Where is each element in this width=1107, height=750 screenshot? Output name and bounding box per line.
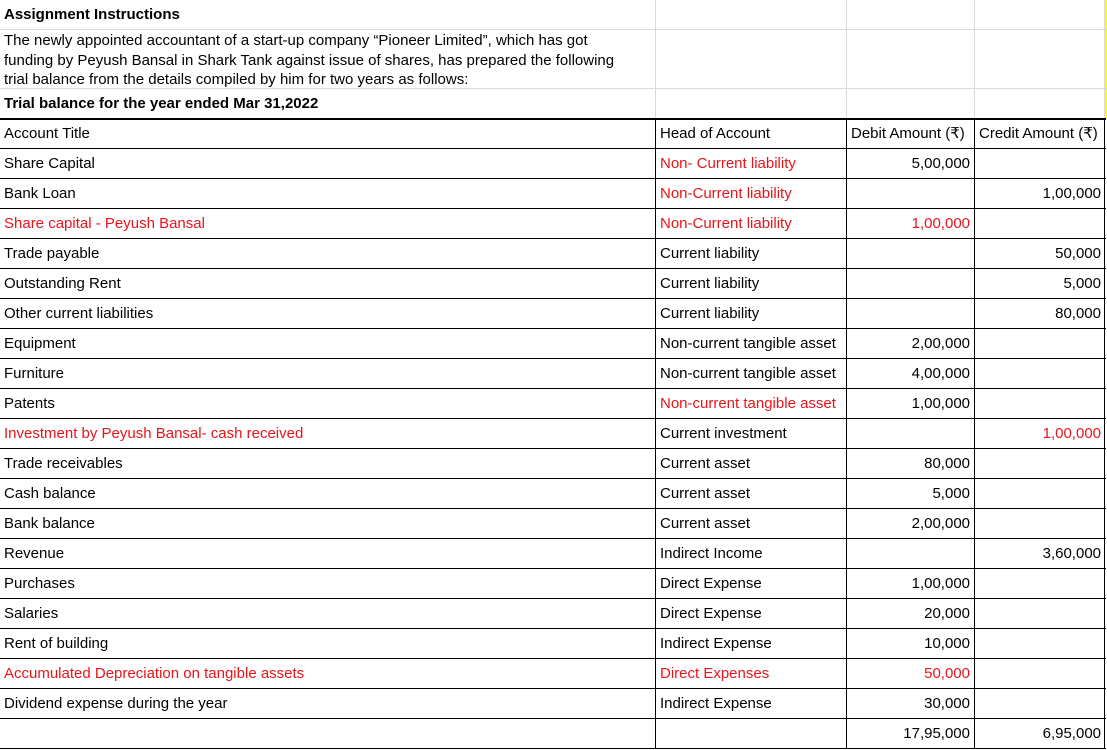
credit-amount-cell[interactable]: 50,000 bbox=[1055, 245, 1101, 262]
head-of-account-cell[interactable]: Direct Expenses bbox=[660, 665, 770, 682]
head-of-account-cell[interactable]: Current investment bbox=[660, 425, 787, 442]
cell-border bbox=[1104, 118, 1105, 749]
credit-amount-cell[interactable] bbox=[975, 689, 1105, 719]
account-title-cell[interactable]: Bank Loan bbox=[4, 185, 76, 202]
gridline bbox=[974, 0, 975, 118]
head-of-account-cell[interactable]: Current asset bbox=[660, 485, 751, 502]
account-title-cell[interactable]: Share capital - Peyush Bansal bbox=[4, 215, 205, 232]
total-debit[interactable]: 17,95,000 bbox=[903, 725, 970, 742]
credit-amount-cell[interactable]: 5,000 bbox=[1063, 275, 1101, 292]
account-title-cell[interactable]: Accumulated Depreciation on tangible assets bbox=[4, 665, 305, 682]
assignment-title[interactable]: Assignment Instructions bbox=[4, 6, 180, 23]
debit-amount-cell[interactable]: 1,00,000 bbox=[911, 395, 970, 412]
cell-border bbox=[0, 358, 1106, 359]
account-title-cell[interactable]: Revenue bbox=[4, 545, 65, 562]
paragraph-line: funding by Peyush Bansal in Shark Tank against issue of shares, has prepared the following bbox=[4, 51, 615, 69]
credit-amount-cell[interactable] bbox=[975, 149, 1105, 179]
account-title-cell[interactable]: Cash balance bbox=[4, 485, 96, 502]
credit-amount-cell[interactable] bbox=[975, 389, 1105, 419]
gridline bbox=[0, 88, 1107, 89]
credit-amount-cell[interactable] bbox=[975, 329, 1105, 359]
head-of-account-cell[interactable]: Non-current tangible asset bbox=[660, 395, 836, 412]
cell-border bbox=[974, 118, 975, 749]
credit-amount-cell[interactable]: 3,60,000 bbox=[1042, 545, 1101, 562]
account-title-cell[interactable]: Furniture bbox=[4, 365, 65, 382]
debit-amount-cell[interactable]: 50,000 bbox=[924, 665, 970, 682]
account-title-cell[interactable]: Bank balance bbox=[4, 515, 95, 532]
debit-amount-cell[interactable]: 1,00,000 bbox=[911, 215, 970, 232]
cell-border bbox=[0, 148, 1106, 149]
credit-amount-cell[interactable] bbox=[975, 659, 1105, 689]
cell-border bbox=[0, 238, 1106, 239]
debit-amount-cell[interactable] bbox=[847, 539, 974, 569]
cell-border bbox=[0, 628, 1106, 629]
credit-amount-cell[interactable] bbox=[975, 449, 1105, 479]
debit-amount-cell[interactable]: 10,000 bbox=[924, 635, 970, 652]
credit-amount-cell[interactable] bbox=[975, 569, 1105, 599]
cell-border bbox=[0, 658, 1106, 659]
cell-border bbox=[0, 718, 1106, 719]
credit-amount-cell[interactable]: 1,00,000 bbox=[1042, 425, 1101, 442]
cell-border bbox=[0, 178, 1106, 179]
debit-amount-cell[interactable]: 5,000 bbox=[932, 485, 970, 502]
account-title-cell[interactable]: Equipment bbox=[4, 335, 76, 352]
gridline bbox=[1104, 0, 1105, 118]
account-title-cell[interactable]: Share Capital bbox=[4, 155, 95, 172]
account-title-cell[interactable]: Patents bbox=[4, 395, 55, 412]
cell-border bbox=[0, 478, 1106, 479]
head-of-account-cell[interactable]: Current asset bbox=[660, 455, 751, 472]
account-title-cell[interactable]: Salaries bbox=[4, 605, 59, 622]
debit-amount-cell[interactable] bbox=[847, 239, 974, 269]
account-title-cell[interactable]: Investment by Peyush Bansal- cash received bbox=[4, 425, 304, 442]
head-of-account-cell[interactable]: Current asset bbox=[660, 515, 751, 532]
cell-border bbox=[0, 688, 1106, 689]
column-header-account-title[interactable]: Account Title bbox=[4, 125, 90, 142]
totals-label-cell[interactable] bbox=[0, 719, 655, 749]
head-of-account-cell[interactable]: Indirect Income bbox=[660, 545, 763, 562]
debit-amount-cell[interactable]: 80,000 bbox=[924, 455, 970, 472]
column-header-head-of-account[interactable]: Head of Account bbox=[660, 125, 771, 142]
cell-border bbox=[0, 418, 1106, 419]
gridline bbox=[0, 29, 1107, 30]
assignment-paragraph[interactable] bbox=[4, 31, 654, 90]
head-of-account-cell[interactable]: Direct Expense bbox=[660, 605, 762, 622]
head-of-account-cell[interactable]: Direct Expense bbox=[660, 575, 762, 592]
credit-amount-cell[interactable] bbox=[975, 629, 1105, 659]
head-of-account-cell[interactable]: Indirect Expense bbox=[660, 635, 772, 652]
debit-amount-cell[interactable] bbox=[847, 179, 974, 209]
head-of-account-cell[interactable]: Indirect Expense bbox=[660, 695, 772, 712]
account-title-cell[interactable]: Rent of building bbox=[4, 635, 109, 652]
account-title-cell[interactable]: Purchases bbox=[4, 575, 75, 592]
head-of-account-cell[interactable]: Non-current tangible asset bbox=[660, 365, 836, 382]
cell-border bbox=[0, 598, 1106, 599]
credit-amount-cell[interactable]: 80,000 bbox=[1055, 305, 1101, 322]
head-of-account-cell[interactable]: Current liability bbox=[660, 245, 760, 262]
cell-border bbox=[0, 508, 1106, 509]
gridline bbox=[655, 0, 656, 118]
cell-border bbox=[0, 568, 1106, 569]
credit-amount-cell[interactable] bbox=[975, 479, 1105, 509]
gridline bbox=[846, 0, 847, 118]
account-title-cell[interactable]: Trade payable bbox=[4, 245, 100, 262]
cell-border bbox=[0, 268, 1106, 269]
cell-border bbox=[0, 328, 1106, 329]
cell-border bbox=[0, 388, 1106, 389]
debit-amount-cell[interactable]: 4,00,000 bbox=[911, 365, 970, 382]
debit-amount-cell[interactable]: 30,000 bbox=[924, 695, 970, 712]
cell-border bbox=[0, 298, 1106, 299]
head-of-account-cell[interactable]: Non-Current liability bbox=[660, 215, 792, 232]
totals-head-cell[interactable] bbox=[656, 719, 846, 749]
debit-amount-cell[interactable] bbox=[847, 299, 974, 329]
cell-border bbox=[0, 748, 1106, 749]
head-of-account-cell[interactable]: Non-current tangible asset bbox=[660, 335, 836, 352]
debit-amount-cell[interactable]: 20,000 bbox=[924, 605, 970, 622]
head-of-account-cell[interactable]: Non- Current liability bbox=[660, 155, 796, 172]
total-credit[interactable]: 6,95,000 bbox=[1042, 725, 1101, 742]
cell-border bbox=[0, 118, 1106, 120]
head-of-account-cell[interactable]: Current liability bbox=[660, 305, 760, 322]
credit-amount-cell[interactable] bbox=[975, 599, 1105, 629]
cell-border bbox=[0, 448, 1106, 449]
account-title-cell[interactable]: Other current liabilities bbox=[4, 305, 154, 322]
debit-amount-cell[interactable] bbox=[847, 419, 974, 449]
head-of-account-cell[interactable]: Current liability bbox=[660, 275, 760, 292]
column-header-credit-amount[interactable]: Credit Amount (₹) bbox=[979, 125, 1098, 142]
credit-amount-cell[interactable] bbox=[975, 359, 1105, 389]
trial-balance-subtitle[interactable]: Trial balance for the year ended Mar 31,2022 bbox=[4, 95, 319, 112]
debit-amount-cell[interactable]: 1,00,000 bbox=[911, 575, 970, 592]
column-header-debit-amount[interactable]: Debit Amount (₹) bbox=[851, 125, 965, 142]
credit-amount-cell[interactable] bbox=[975, 209, 1105, 239]
cell-border bbox=[0, 538, 1106, 539]
debit-amount-cell[interactable]: 2,00,000 bbox=[911, 515, 970, 532]
paragraph-line: The newly appointed accountant of a start-up company “Pioneer Limited”, which has got bbox=[4, 32, 588, 49]
cell-border bbox=[846, 118, 847, 749]
debit-amount-cell[interactable] bbox=[847, 269, 974, 299]
paragraph-line: trial balance from the details compiled by him for two years as follows: bbox=[4, 71, 469, 88]
credit-amount-cell[interactable]: 1,00,000 bbox=[1042, 185, 1101, 202]
account-title-cell[interactable]: Trade receivables bbox=[4, 455, 123, 472]
account-title-cell[interactable]: Dividend expense during the year bbox=[4, 695, 228, 712]
credit-amount-cell[interactable] bbox=[975, 509, 1105, 539]
head-of-account-cell[interactable]: Non-Current liability bbox=[660, 185, 792, 202]
debit-amount-cell[interactable]: 2,00,000 bbox=[911, 335, 970, 352]
cell-border bbox=[0, 208, 1106, 209]
cell-border bbox=[655, 118, 656, 749]
account-title-cell[interactable]: Outstanding Rent bbox=[4, 275, 121, 292]
debit-amount-cell[interactable]: 5,00,000 bbox=[911, 155, 970, 172]
